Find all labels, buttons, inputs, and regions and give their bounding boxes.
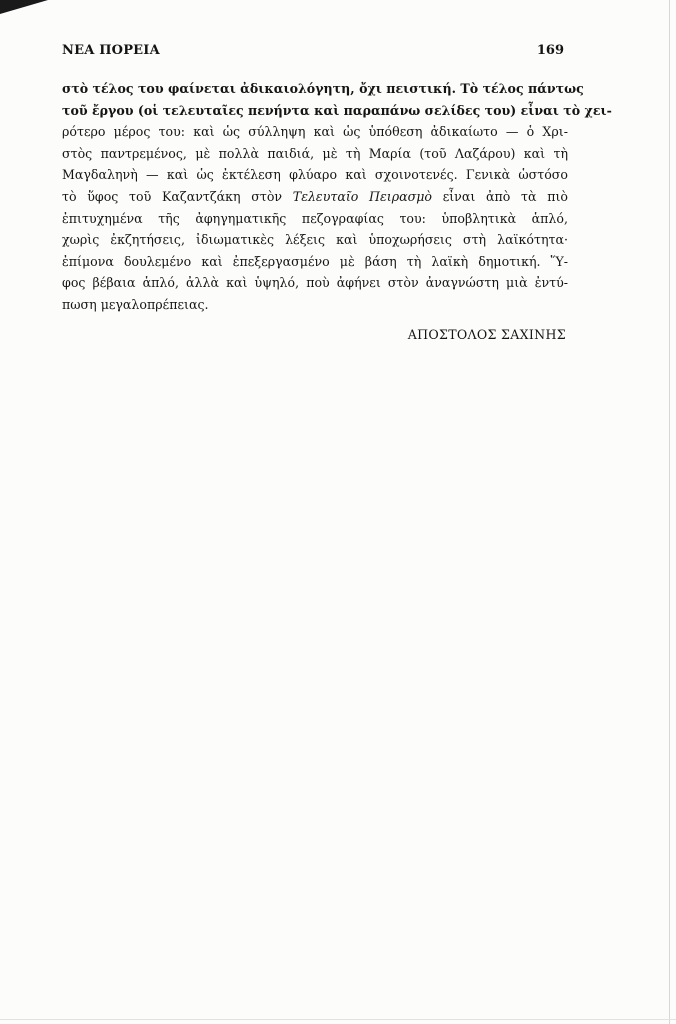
book-title: Τελευταῖο Πειρασμὸ [292,188,432,204]
article-body [62,78,612,316]
text-line: χωρὶς ἐκζητήσεις, ἰδιωματικὲς λέξεις καὶ ὑποχωρήσεις στὴ λαϊκότητα· [62,232,568,248]
page-number: 169 [536,43,564,58]
scan-corner-shadow [0,0,48,14]
text-line: φος βέβαια ἁπλό, ἀλλὰ καὶ ὑψηλό, ποὺ ἀφήνει στὸν ἀναγνώστη μιὰ ἐντύ- [62,275,568,291]
text-line-last: πωση μεγαλοπρέπειας. [62,296,209,312]
page-edge-bottom [0,1019,676,1020]
page-edge-right [669,0,670,1024]
text-line: στὸς παντρεμένος, μὲ πολλὰ παιδιά, μὲ τὴ Μαρία (τοῦ Λαζάρου) καὶ τὴ [62,145,568,161]
page-header [62,43,564,63]
text-line: στὸ τέλος του φαίνεται ἀδικαιολόγητη, ὄχι πειστική. Τὸ τέλος πάντως [62,81,584,96]
running-title: ΝΕΑ ΠΟΡΕΙΑ [62,43,160,58]
text-line: ἐπιτυχημένα τῆς ἀφηγηματικῆς πεζογραφίας του: ὑποβλητικὰ ἁπλό, [62,210,568,226]
author-signature: ΑΠΟΣΤΟΛΟΣ ΣΑΧΙΝΗΣ [407,327,566,342]
text-line: Μαγδαληνὴ — καὶ ὡς ἐκτέλεση φλύαρο καὶ σχοινοτενές. Γενικὰ ὡστόσο [62,167,568,183]
text-line: τὸ ὕφος τοῦ Καζαντζάκη στὸν Τελευταῖο Πειρασμὸ εἶναι ἀπὸ τὰ πιὸ [62,188,568,204]
text-line: ρότερο μέρος του: καὶ ὡς σύλληψη καὶ ὡς ὑπόθεση ἀδικαίωτο — ὁ Χρι- [62,124,568,140]
text-line: τοῦ ἔργου (οἱ τελευταῖες πενήντα καὶ παραπάνω σελίδες του) εἶναι τὸ χει- [62,102,612,118]
text-line: ἐπίμονα δουλεμένο καὶ ἐπεξεργασμένο μὲ βάση τὴ λαϊκὴ δημοτική. Ὕ- [62,253,568,269]
